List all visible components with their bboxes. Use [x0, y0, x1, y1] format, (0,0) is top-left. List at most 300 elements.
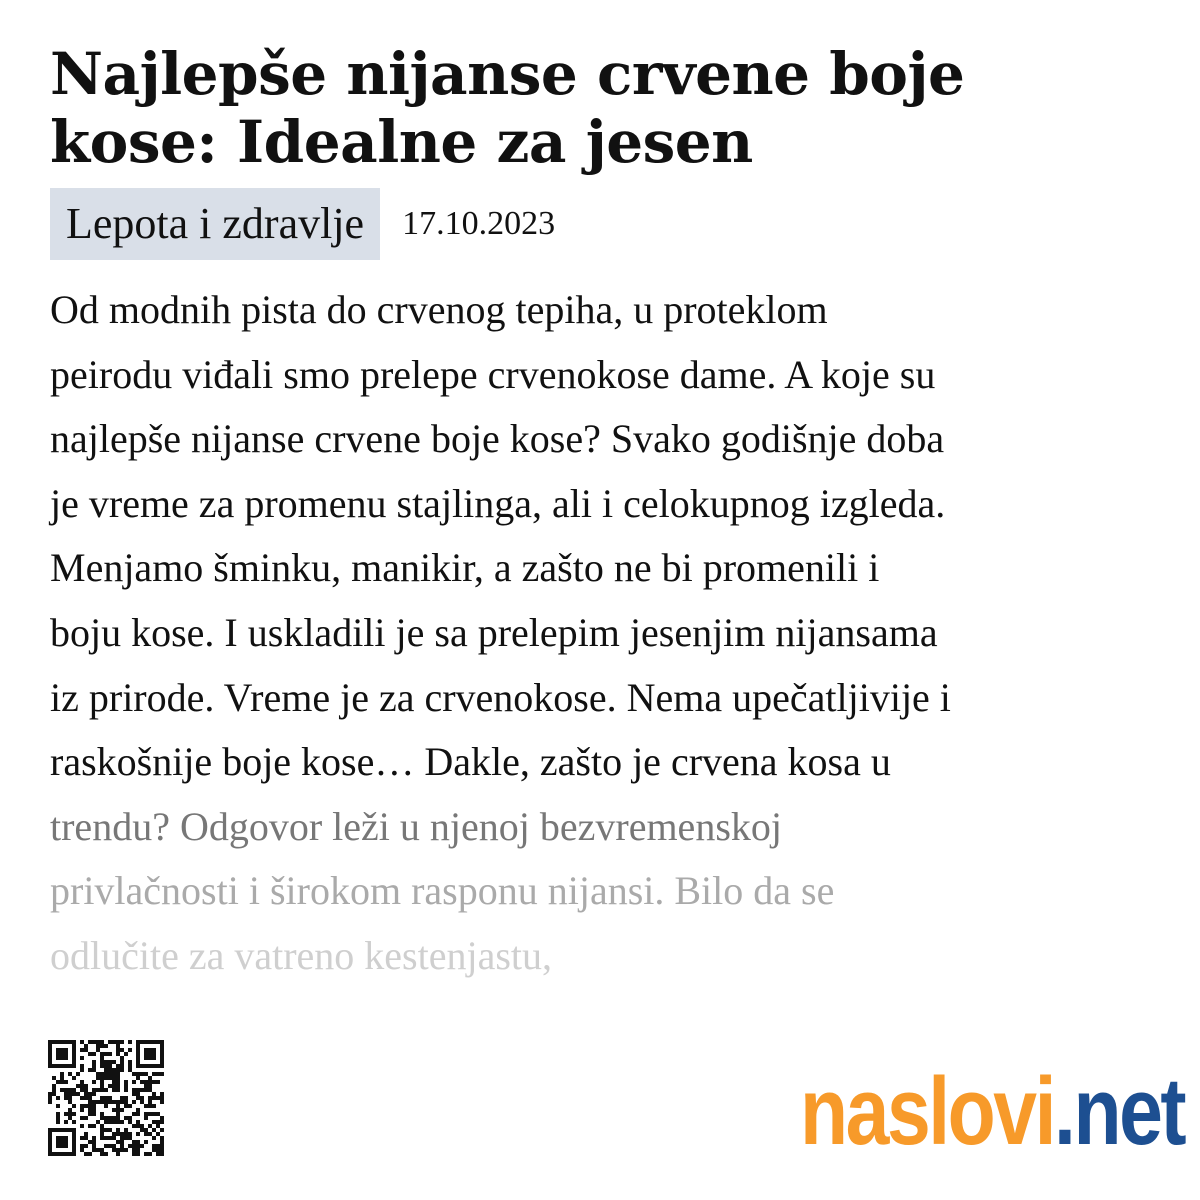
qr-module: [148, 1152, 152, 1156]
qr-module: [64, 1136, 68, 1140]
qr-module: [116, 1068, 120, 1072]
qr-module: [112, 1060, 116, 1064]
qr-module: [120, 1068, 124, 1072]
qr-module: [120, 1064, 124, 1068]
qr-module: [116, 1076, 120, 1080]
qr-module: [116, 1116, 120, 1120]
qr-module: [72, 1152, 76, 1156]
qr-module: [144, 1048, 148, 1052]
qr-module: [116, 1104, 120, 1108]
qr-module: [156, 1148, 160, 1152]
qr-module: [68, 1116, 72, 1120]
qr-module: [144, 1132, 148, 1136]
qr-module: [116, 1084, 120, 1088]
qr-module: [80, 1148, 84, 1152]
qr-module: [124, 1096, 128, 1100]
qr-module: [156, 1152, 160, 1156]
qr-module: [104, 1044, 108, 1048]
qr-module: [144, 1128, 148, 1132]
qr-module: [92, 1108, 96, 1112]
qr-module: [104, 1136, 108, 1140]
qr-module: [156, 1080, 160, 1084]
qr-module: [112, 1116, 116, 1120]
qr-module: [48, 1044, 52, 1048]
qr-module: [100, 1076, 104, 1080]
qr-module: [92, 1140, 96, 1144]
qr-module: [152, 1080, 156, 1084]
qr-module: [128, 1068, 132, 1072]
qr-module: [148, 1080, 152, 1084]
title-line: kose: Idealne za jesen: [50, 108, 753, 176]
qr-module: [48, 1100, 52, 1104]
qr-module: [148, 1084, 152, 1088]
qr-module: [128, 1048, 132, 1052]
qr-module: [100, 1064, 104, 1068]
qr-module: [136, 1120, 140, 1124]
qr-module: [116, 1052, 120, 1056]
qr-module: [124, 1128, 128, 1132]
qr-module: [56, 1128, 60, 1132]
qr-module: [108, 1100, 112, 1104]
qr-module: [88, 1052, 92, 1056]
qr-module: [72, 1048, 76, 1052]
qr-module: [60, 1064, 64, 1068]
qr-module: [140, 1128, 144, 1132]
qr-module: [52, 1084, 56, 1088]
qr-module: [120, 1048, 124, 1052]
qr-module: [96, 1072, 100, 1076]
qr-module: [76, 1084, 80, 1088]
qr-module: [124, 1132, 128, 1136]
qr-module: [156, 1072, 160, 1076]
qr-module: [144, 1112, 148, 1116]
qr-module: [92, 1068, 96, 1072]
qr-module: [148, 1052, 152, 1056]
qr-module: [116, 1048, 120, 1052]
qr-module: [100, 1080, 104, 1084]
qr-module: [96, 1088, 100, 1092]
qr-module: [60, 1040, 64, 1044]
qr-module: [100, 1136, 104, 1140]
qr-module: [80, 1064, 84, 1068]
qr-module: [132, 1092, 136, 1096]
qr-module: [148, 1100, 152, 1104]
qr-module: [112, 1100, 116, 1104]
qr-module: [72, 1060, 76, 1064]
qr-module: [152, 1104, 156, 1108]
qr-module: [80, 1088, 84, 1092]
qr-module: [160, 1144, 164, 1148]
article-title[interactable]: [50, 40, 1160, 176]
qr-module: [160, 1140, 164, 1144]
qr-module: [124, 1088, 128, 1092]
qr-module: [52, 1092, 56, 1096]
qr-module: [64, 1048, 68, 1052]
qr-module: [120, 1056, 124, 1060]
qr-module: [92, 1080, 96, 1084]
qr-module: [120, 1132, 124, 1136]
qr-module: [136, 1152, 140, 1156]
qr-module: [84, 1144, 88, 1148]
qr-module: [100, 1128, 104, 1132]
article-card: [50, 40, 1160, 989]
qr-module: [76, 1072, 80, 1076]
qr-module: [112, 1040, 116, 1044]
qr-module: [136, 1060, 140, 1064]
excerpt-line: odlučite za vatreno kestenjastu,: [50, 932, 553, 978]
qr-module: [52, 1064, 56, 1068]
qr-module: [120, 1040, 124, 1044]
qr-module: [60, 1072, 64, 1076]
qr-module: [104, 1052, 108, 1056]
qr-module: [152, 1144, 156, 1148]
qr-module: [56, 1096, 60, 1100]
qr-module: [52, 1040, 56, 1044]
qr-module: [88, 1092, 92, 1096]
qr-module: [48, 1144, 52, 1148]
qr-module: [112, 1080, 116, 1084]
qr-module: [100, 1072, 104, 1076]
qr-module: [128, 1064, 132, 1068]
qr-module: [48, 1152, 52, 1156]
qr-module: [156, 1112, 160, 1116]
qr-module: [136, 1132, 140, 1136]
qr-module: [88, 1108, 92, 1112]
qr-module: [56, 1120, 60, 1124]
qr-module: [156, 1132, 160, 1136]
qr-module: [96, 1044, 100, 1048]
qr-module: [132, 1148, 136, 1152]
qr-module: [48, 1140, 52, 1144]
excerpt-line: Menjamo šminku, manikir, a zašto ne bi promenili i: [50, 545, 880, 591]
qr-module: [112, 1068, 116, 1072]
qr-module: [96, 1040, 100, 1044]
qr-module: [80, 1080, 84, 1084]
qr-module: [68, 1100, 72, 1104]
excerpt-line: peirodu viđali smo prelepe crvenokose dame. A koje su: [50, 351, 936, 397]
qr-module: [132, 1140, 136, 1144]
qr-module: [56, 1056, 60, 1060]
qr-module: [92, 1064, 96, 1068]
qr-module: [108, 1144, 112, 1148]
qr-module: [56, 1080, 60, 1084]
qr-module: [56, 1104, 60, 1108]
excerpt-line: boju kose. I uskladili je sa prelepim jesenjim nijansama: [50, 609, 938, 655]
qr-module: [92, 1100, 96, 1104]
qr-module: [64, 1140, 68, 1144]
qr-module: [112, 1088, 116, 1092]
qr-module: [156, 1040, 160, 1044]
qr-module: [160, 1040, 164, 1044]
qr-module: [104, 1152, 108, 1156]
qr-module: [88, 1152, 92, 1156]
qr-module: [68, 1092, 72, 1096]
qr-module: [124, 1136, 128, 1140]
qr-module: [64, 1040, 68, 1044]
qr-module: [56, 1116, 60, 1120]
qr-module: [60, 1128, 64, 1132]
qr-module: [48, 1128, 52, 1132]
qr-module: [72, 1140, 76, 1144]
qr-module: [96, 1076, 100, 1080]
qr-module: [56, 1064, 60, 1068]
qr-module: [104, 1128, 108, 1132]
qr-module: [104, 1072, 108, 1076]
qr-module: [152, 1096, 156, 1100]
qr-module: [124, 1084, 128, 1088]
qr-module: [120, 1136, 124, 1140]
qr-module: [84, 1132, 88, 1136]
qr-module: [136, 1140, 140, 1144]
qr-module: [60, 1052, 64, 1056]
qr-module: [136, 1040, 140, 1044]
qr-module: [116, 1100, 120, 1104]
qr-module: [60, 1136, 64, 1140]
qr-module: [116, 1064, 120, 1068]
qr-module: [64, 1152, 68, 1156]
qr-module: [152, 1064, 156, 1068]
qr-module: [144, 1052, 148, 1056]
qr-module: [136, 1048, 140, 1052]
qr-module: [56, 1048, 60, 1052]
qr-module: [108, 1040, 112, 1044]
qr-module: [148, 1132, 152, 1136]
qr-module: [116, 1120, 120, 1124]
qr-module: [88, 1124, 92, 1128]
qr-module: [116, 1040, 120, 1044]
qr-module: [88, 1096, 92, 1100]
qr-module: [56, 1112, 60, 1116]
qr-module: [116, 1148, 120, 1152]
qr-module: [64, 1056, 68, 1060]
qr-module: [80, 1108, 84, 1112]
qr-module: [128, 1060, 132, 1064]
qr-module: [116, 1140, 120, 1144]
qr-module: [144, 1152, 148, 1156]
excerpt-line: trendu? Odgovor leži u njenoj bezvremenskoj: [50, 803, 782, 849]
qr-module: [104, 1096, 108, 1100]
qr-module: [124, 1148, 128, 1152]
qr-module: [136, 1072, 140, 1076]
qr-module: [84, 1136, 88, 1140]
qr-module: [108, 1052, 112, 1056]
qr-module: [88, 1040, 92, 1044]
qr-module: [128, 1144, 132, 1148]
qr-module: [72, 1040, 76, 1044]
qr-module: [72, 1148, 76, 1152]
qr-module: [96, 1048, 100, 1052]
qr-module: [68, 1072, 72, 1076]
qr-module: [84, 1044, 88, 1048]
qr-module: [136, 1092, 140, 1096]
qr-module: [60, 1080, 64, 1084]
qr-module: [88, 1140, 92, 1144]
qr-module: [64, 1128, 68, 1132]
logo-text-blue: .net: [1054, 1058, 1185, 1165]
excerpt-line: najlepše nijanse crvene boje kose? Svako godišnje doba: [50, 416, 945, 462]
qr-module: [160, 1148, 164, 1152]
qr-module: [152, 1136, 156, 1140]
qr-module: [68, 1108, 72, 1112]
qr-module: [132, 1144, 136, 1148]
qr-module: [104, 1120, 108, 1124]
qr-module: [144, 1104, 148, 1108]
qr-module: [68, 1096, 72, 1100]
qr-module: [120, 1060, 124, 1064]
qr-module: [80, 1116, 84, 1120]
qr-module: [120, 1100, 124, 1104]
qr-module: [136, 1052, 140, 1056]
qr-module: [136, 1044, 140, 1048]
qr-module: [120, 1148, 124, 1152]
qr-module: [100, 1088, 104, 1092]
qr-module: [112, 1076, 116, 1080]
qr-module: [148, 1088, 152, 1092]
qr-module: [156, 1064, 160, 1068]
qr-module: [108, 1064, 112, 1068]
qr-module: [128, 1104, 132, 1108]
qr-module: [152, 1148, 156, 1152]
qr-module: [148, 1076, 152, 1080]
qr-module: [48, 1148, 52, 1152]
naslovi-logo[interactable]: [800, 1058, 1185, 1165]
qr-module: [72, 1088, 76, 1092]
qr-module: [104, 1088, 108, 1092]
qr-module: [60, 1152, 64, 1156]
qr-module: [136, 1112, 140, 1116]
qr-module: [108, 1096, 112, 1100]
qr-module: [56, 1052, 60, 1056]
qr-module: [140, 1096, 144, 1100]
qr-module: [52, 1152, 56, 1156]
qr-module: [100, 1112, 104, 1116]
qr-module: [160, 1128, 164, 1132]
qr-module: [116, 1132, 120, 1136]
qr-module: [56, 1140, 60, 1144]
qr-module: [52, 1128, 56, 1132]
qr-module: [68, 1040, 72, 1044]
qr-module: [112, 1120, 116, 1124]
qr-module: [160, 1092, 164, 1096]
qr-module: [104, 1068, 108, 1072]
qr-module: [100, 1124, 104, 1128]
qr-module: [152, 1072, 156, 1076]
qr-module: [136, 1064, 140, 1068]
qr-module: [60, 1076, 64, 1080]
qr-module: [112, 1144, 116, 1148]
qr-module: [72, 1064, 76, 1068]
qr-module: [80, 1068, 84, 1072]
qr-module: [100, 1116, 104, 1120]
qr-module: [116, 1088, 120, 1092]
qr-module: [48, 1056, 52, 1060]
qr-module: [152, 1056, 156, 1060]
qr-module: [48, 1096, 52, 1100]
qr-module: [136, 1144, 140, 1148]
qr-module: [100, 1096, 104, 1100]
qr-module: [68, 1064, 72, 1068]
qr-module: [156, 1144, 160, 1148]
article-meta: [50, 188, 1160, 260]
qr-module: [64, 1120, 68, 1124]
qr-module: [148, 1048, 152, 1052]
qr-module: [80, 1096, 84, 1100]
qr-module: [60, 1088, 64, 1092]
qr-module: [136, 1056, 140, 1060]
qr-module: [148, 1124, 152, 1128]
qr-module: [104, 1064, 108, 1068]
qr-module: [124, 1052, 128, 1056]
qr-module: [60, 1144, 64, 1148]
qr-module: [132, 1088, 136, 1092]
qr-module: [116, 1108, 120, 1112]
qr-module: [160, 1064, 164, 1068]
qr-module: [144, 1088, 148, 1092]
qr-module: [100, 1060, 104, 1064]
qr-module: [132, 1152, 136, 1156]
qr-module: [160, 1096, 164, 1100]
qr-module: [84, 1116, 88, 1120]
qr-module: [68, 1112, 72, 1116]
qr-module: [160, 1044, 164, 1048]
excerpt-line: raskošnije boje kose… Dakle, zašto je crvena kosa u: [50, 739, 891, 785]
qr-module: [116, 1128, 120, 1132]
qr-module: [92, 1148, 96, 1152]
qr-module: [124, 1080, 128, 1084]
qr-module: [80, 1104, 84, 1108]
qr-module: [80, 1084, 84, 1088]
qr-code-icon[interactable]: [48, 1040, 164, 1156]
qr-module: [48, 1132, 52, 1136]
qr-module: [128, 1120, 132, 1124]
qr-module: [72, 1144, 76, 1148]
qr-module: [136, 1096, 140, 1100]
qr-module: [108, 1136, 112, 1140]
qr-module: [100, 1040, 104, 1044]
qr-module: [152, 1052, 156, 1056]
qr-module: [128, 1116, 132, 1120]
qr-module: [64, 1064, 68, 1068]
qr-module: [144, 1072, 148, 1076]
qr-module: [132, 1080, 136, 1084]
qr-module: [140, 1144, 144, 1148]
qr-module: [120, 1120, 124, 1124]
qr-module: [56, 1040, 60, 1044]
qr-module: [140, 1088, 144, 1092]
category-badge[interactable]: Lepota i zdravlje: [50, 188, 380, 260]
qr-module: [88, 1112, 92, 1116]
qr-module: [76, 1092, 80, 1096]
qr-module: [112, 1148, 116, 1152]
qr-module: [160, 1056, 164, 1060]
qr-module: [72, 1136, 76, 1140]
qr-module: [160, 1100, 164, 1104]
qr-module: [152, 1040, 156, 1044]
qr-module: [152, 1112, 156, 1116]
qr-module: [108, 1072, 112, 1076]
qr-module: [60, 1048, 64, 1052]
qr-module: [144, 1040, 148, 1044]
qr-module: [100, 1052, 104, 1056]
qr-module: [80, 1040, 84, 1044]
qr-module: [92, 1104, 96, 1108]
qr-module: [148, 1112, 152, 1116]
qr-module: [140, 1040, 144, 1044]
excerpt-line: Od modnih pista do crvenog tepiha, u proteklom: [50, 287, 828, 332]
publish-date: 17.10.2023: [402, 205, 556, 242]
qr-module: [156, 1096, 160, 1100]
qr-module: [116, 1112, 120, 1116]
